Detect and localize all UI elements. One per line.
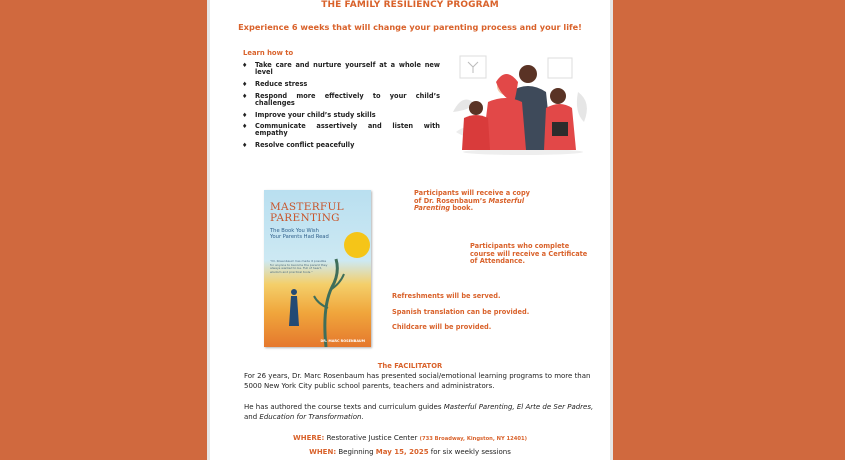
book-name: Education for Transformation. (259, 412, 364, 421)
when-label: WHEN: (309, 448, 337, 456)
program-title: THE FAMILY RESILIENCY PROGRAM (321, 0, 499, 10)
facilitator-heading: The FACILITATOR (377, 362, 443, 370)
flyer-page (207, 0, 613, 460)
book-quote: “Dr. Rosenbaum has made it possible for anyone to become the parent they always wanted to be. Full of heart, wisdom and practical tools.” (270, 259, 328, 274)
list-item: ♦ Take care and nurture yourself at a whole new level (240, 62, 440, 76)
book-name: Parenting (414, 204, 451, 213)
list-item: ♦ Respond more effectively to your child’s challenges (240, 93, 440, 107)
book-subtitle-line: Your Parents Had Read (270, 234, 329, 240)
where-label: WHERE: (293, 434, 325, 442)
book-copy-note (414, 190, 530, 213)
facilitator-books (244, 403, 594, 422)
when-value: for six weekly sessions (428, 448, 511, 456)
certificate-note (470, 243, 587, 266)
book-title-line: MASTERFUL (270, 201, 344, 213)
where-address: (733 Broadway, Kingston, NY 12401) (419, 436, 527, 442)
note-line: Participants will receive a copy (414, 189, 530, 197)
childcare-note: Childcare will be provided. (392, 323, 492, 331)
program-subtitle: Experience 6 weeks that will change your parenting process and your life! (238, 22, 582, 32)
book-author: DR. MARC ROSENBAUM (320, 339, 365, 343)
book-subtitle-line: The Book You Wish (270, 228, 319, 234)
where-line (210, 434, 610, 442)
book-name: Masterful (488, 196, 525, 205)
list-item: ♦ Reduce stress (240, 81, 440, 88)
learn-list (240, 62, 440, 154)
when-line (210, 448, 610, 456)
note-line: of Dr. Rosenbaum’s (414, 196, 487, 205)
list-item: ♦ Improve your child’s study skills (240, 112, 440, 119)
refreshments-note: Refreshments will be served. (392, 292, 501, 300)
facilitator-bio: For 26 years, Dr. Marc Rosenbaum has presented social/emotional learning programs to more than 5000 New York City public school parents, teachers and administrators. (244, 372, 591, 390)
note-line: of Attendance. (470, 257, 526, 266)
note-line: course will receive a Certificate (470, 249, 588, 258)
bio-text: and (244, 412, 260, 421)
when-value: Beginning (336, 448, 376, 456)
book-cover (264, 190, 371, 347)
book-subtitle (270, 228, 329, 240)
book-art (264, 250, 371, 347)
when-date: May 15, 2025 (375, 448, 429, 456)
spanish-note: Spanish translation can be provided. (392, 308, 530, 316)
learn-heading: Learn how to (243, 49, 294, 57)
list-item: ♦ Communicate assertively and listen with empathy (240, 123, 440, 137)
book-title (270, 202, 344, 224)
note-line: Participants who complete (470, 242, 570, 250)
family-illustration (448, 52, 598, 156)
where-value: Restorative Justice Center (324, 434, 420, 442)
note-line: book. (450, 204, 474, 213)
book-title-line: PARENTING (270, 212, 340, 224)
book-name: Masterful Parenting, El Arte de Ser Padres, (443, 403, 594, 411)
bio-text: He has authored the course texts and curriculum guides (244, 403, 444, 411)
list-item: ♦ Resolve conflict peacefully (240, 142, 440, 149)
